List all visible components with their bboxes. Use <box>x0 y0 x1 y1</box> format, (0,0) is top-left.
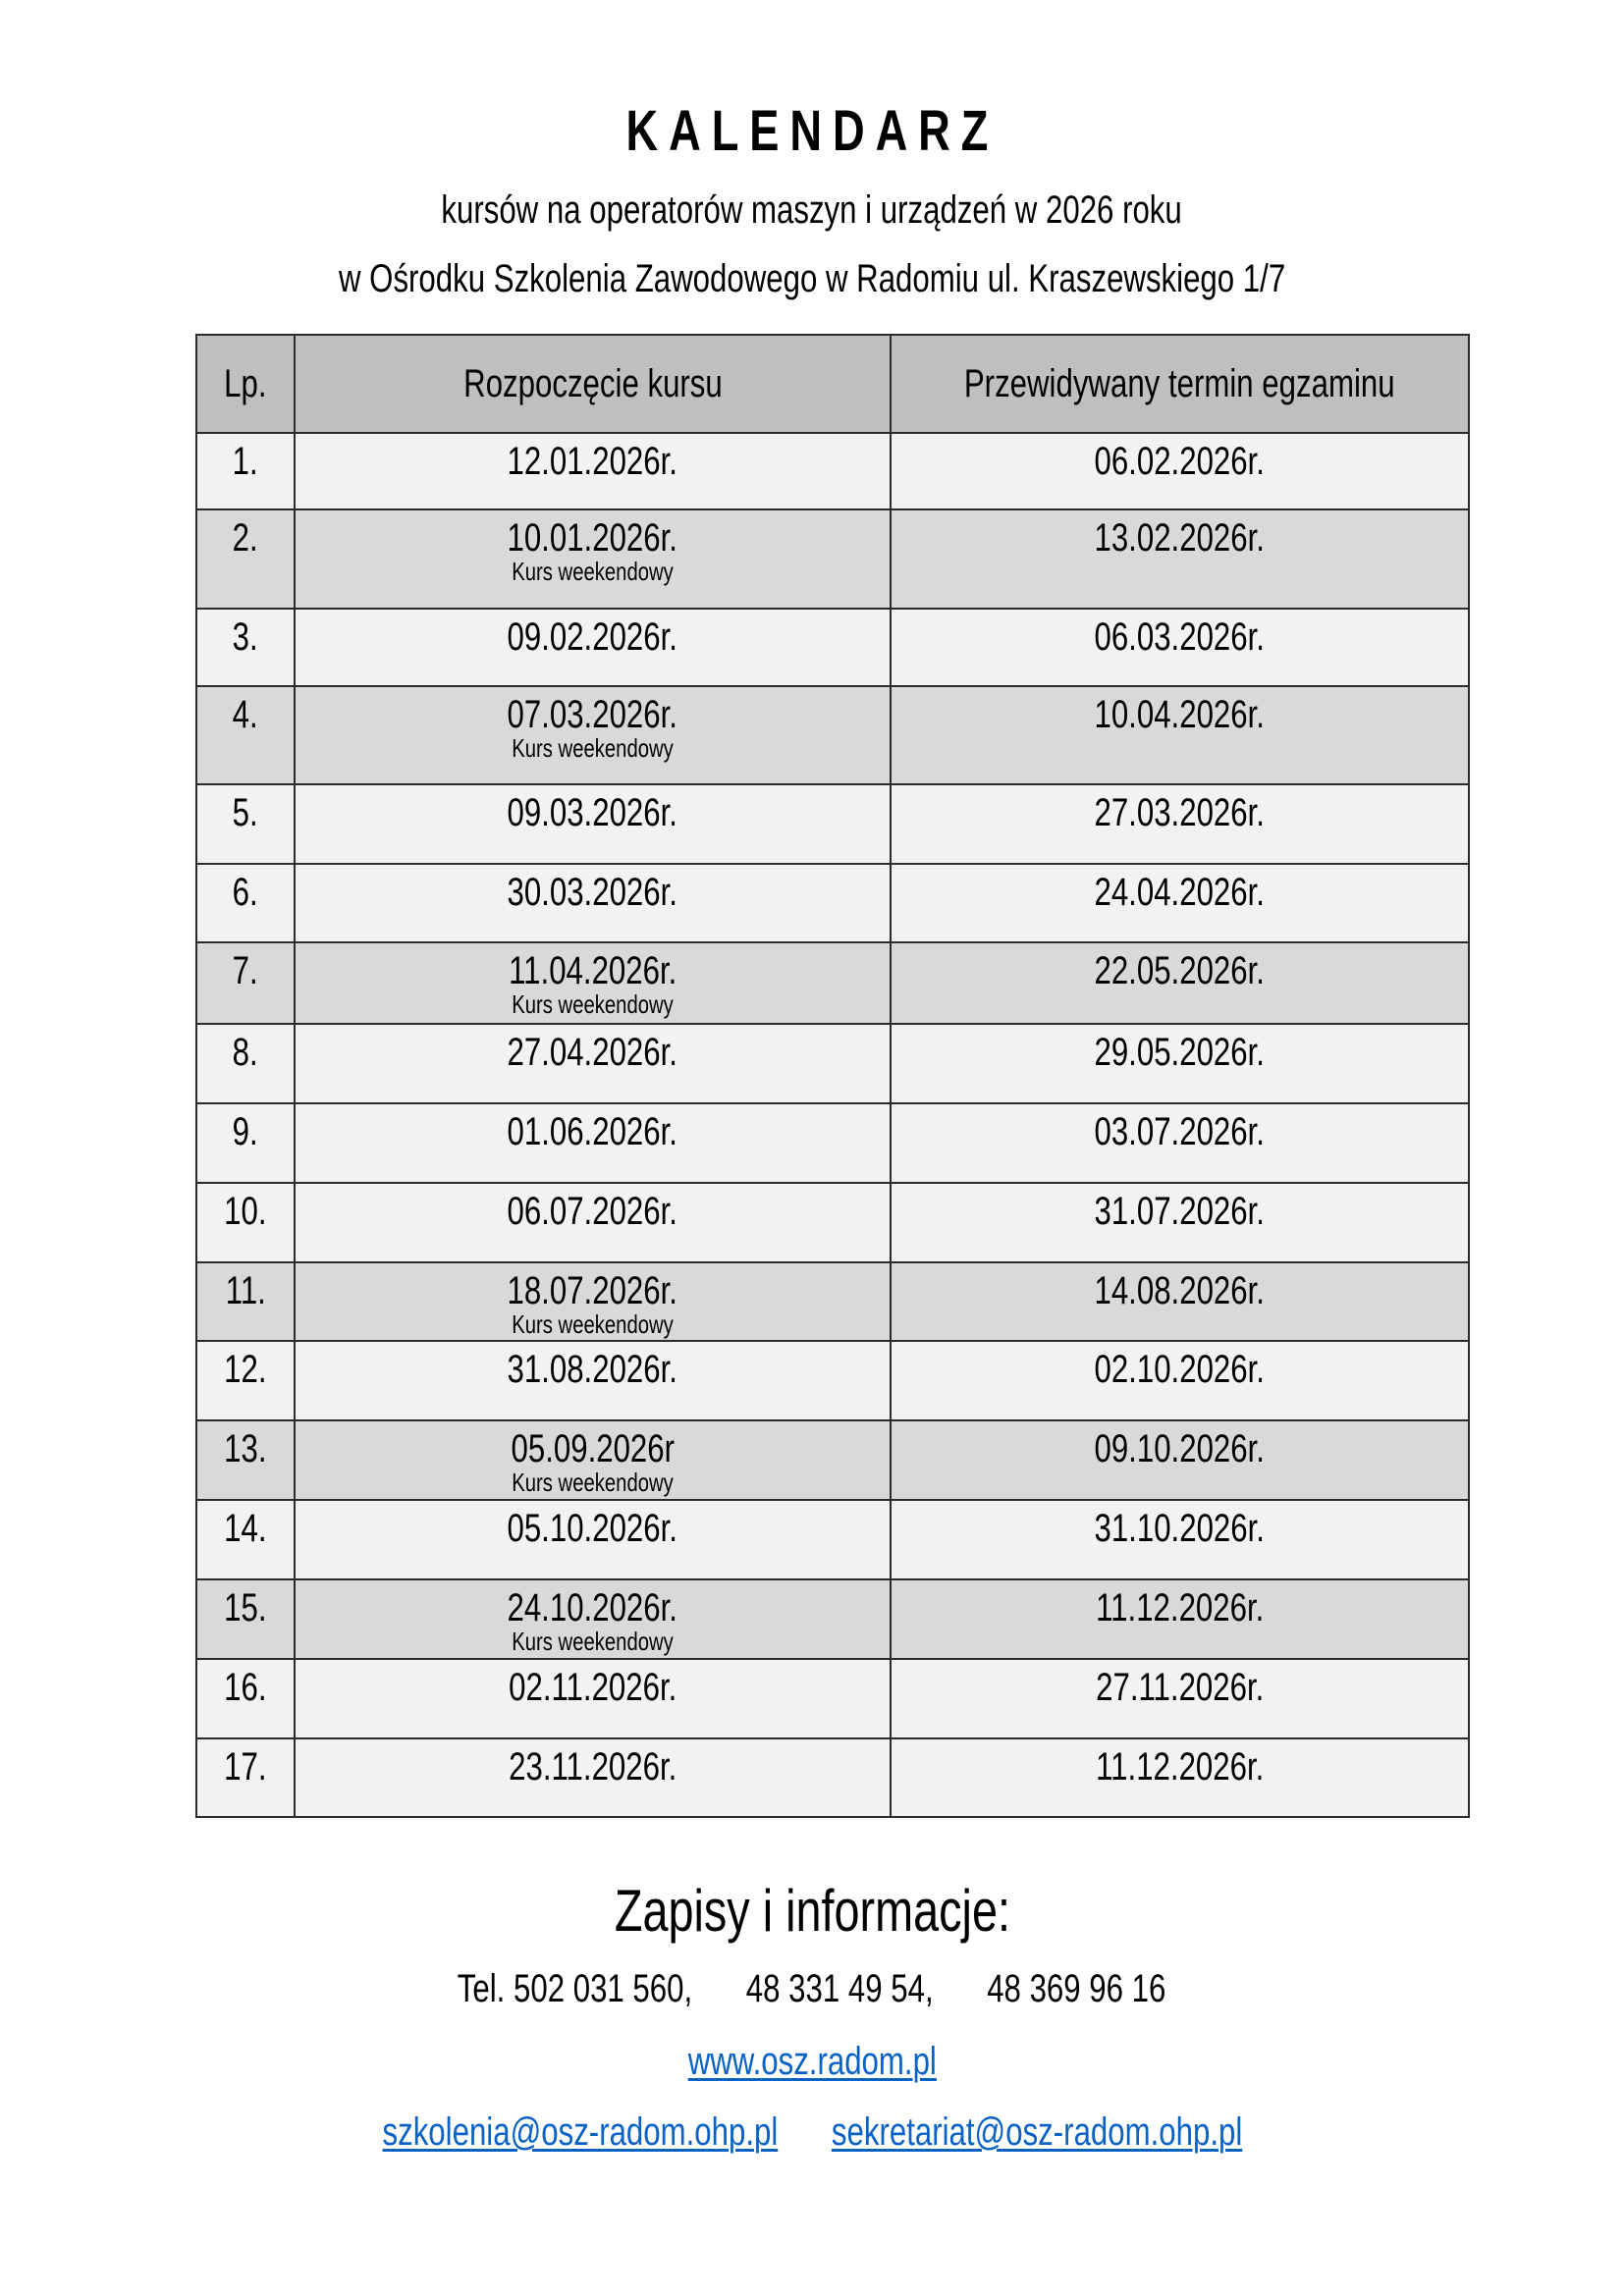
course-start-cell <box>295 609 891 686</box>
exam-date: 06.02.2026r. <box>1094 440 1266 483</box>
row-number: 17. <box>196 1738 295 1817</box>
course-start-cell <box>295 1024 891 1103</box>
exam-date-cell <box>891 1341 1469 1420</box>
email-link-sekretariat[interactable]: sekretariat@osz-radom.ohp.pl <box>831 2110 1242 2154</box>
row-number: 10. <box>196 1183 295 1262</box>
exam-date-cell <box>891 433 1469 509</box>
row-number: 9. <box>196 1103 295 1183</box>
table-row <box>196 864 1469 942</box>
course-start-cell <box>295 942 891 1024</box>
table-row <box>196 1024 1469 1103</box>
course-start-date: 01.06.2026r. <box>507 1110 678 1153</box>
exam-date-cell <box>891 609 1469 686</box>
exam-date: 31.07.2026r. <box>1094 1190 1266 1233</box>
exam-date-cell <box>891 1262 1469 1341</box>
course-start-cell <box>295 864 891 942</box>
course-start-date: 09.02.2026r. <box>507 615 678 659</box>
row-number: 4. <box>196 686 295 784</box>
column-header-start: Rozpoczęcie kursu <box>295 335 891 433</box>
course-start-cell <box>295 686 891 784</box>
website-line <box>0 2040 1624 2084</box>
row-number: 1. <box>196 433 295 509</box>
exam-date-cell <box>891 1420 1469 1500</box>
column-header-lp: Lp. <box>196 335 295 433</box>
course-note: Kurs weekendowy <box>512 1468 674 1497</box>
exam-date: 09.10.2026r. <box>1094 1427 1266 1470</box>
exam-date-cell <box>891 509 1469 609</box>
table-header-row <box>196 335 1469 433</box>
exam-date-cell <box>891 1103 1469 1183</box>
table-row <box>196 1341 1469 1420</box>
course-start-date: 23.11.2026r. <box>508 1745 677 1789</box>
course-start-date: 10.01.2026r. <box>507 516 678 560</box>
course-note: Kurs weekendowy <box>512 1627 674 1656</box>
row-number: 14. <box>196 1500 295 1579</box>
table-row <box>196 942 1469 1024</box>
table-row <box>196 784 1469 864</box>
course-note: Kurs weekendowy <box>512 1309 674 1339</box>
course-start-date: 02.11.2026r. <box>508 1666 677 1709</box>
course-start-date: 05.09.2026r <box>511 1427 675 1470</box>
document-title: KALENDARZ <box>625 99 999 163</box>
course-note: Kurs weekendowy <box>512 557 674 586</box>
row-number: 2. <box>196 509 295 609</box>
table-row <box>196 609 1469 686</box>
exam-date-cell <box>891 1500 1469 1579</box>
row-number: 6. <box>196 864 295 942</box>
exam-date: 11.12.2026r. <box>1095 1745 1265 1789</box>
table-row <box>196 509 1469 609</box>
subtitle-line-2: w Ośrodku Szkolenia Zawodowego w Radomiu ul. Kraszewskiego 1/7 <box>338 257 1286 300</box>
column-header-exam: Przewidywany termin egzaminu <box>891 335 1469 433</box>
exam-date: 31.10.2026r. <box>1094 1507 1266 1550</box>
course-start-cell <box>295 1103 891 1183</box>
course-start-date: 30.03.2026r. <box>507 871 678 914</box>
row-number: 12. <box>196 1341 295 1420</box>
exam-date: 24.04.2026r. <box>1094 871 1266 914</box>
exam-date-cell <box>891 1024 1469 1103</box>
table-row <box>196 1183 1469 1262</box>
course-start-cell <box>295 1738 891 1817</box>
course-start-cell <box>295 433 891 509</box>
table-row <box>196 1103 1469 1183</box>
course-start-cell <box>295 1420 891 1500</box>
exam-date-cell <box>891 1738 1469 1817</box>
exam-date: 10.04.2026r. <box>1094 693 1266 736</box>
exam-date: 29.05.2026r. <box>1094 1031 1266 1074</box>
table-row <box>196 1500 1469 1579</box>
phone-3[interactable]: 48 369 96 16 <box>987 1967 1166 2010</box>
table-row <box>196 1659 1469 1738</box>
course-start-date: 06.07.2026r. <box>507 1190 678 1233</box>
course-note: Kurs weekendowy <box>512 733 674 763</box>
exam-date-cell <box>891 1183 1469 1262</box>
table-row <box>196 433 1469 509</box>
phone-2[interactable]: 48 331 49 54, <box>746 1967 935 2010</box>
row-number: 16. <box>196 1659 295 1738</box>
exam-date: 03.07.2026r. <box>1094 1110 1266 1153</box>
course-start-cell <box>295 784 891 864</box>
exam-date-cell <box>891 784 1469 864</box>
table-row <box>196 1579 1469 1659</box>
course-start-date: 31.08.2026r. <box>507 1348 678 1391</box>
email-link-szkolenia[interactable]: szkolenia@osz-radom.ohp.pl <box>382 2110 778 2154</box>
course-start-cell <box>295 1262 891 1341</box>
subtitle-line-1: kursów na operatorów maszyn i urządzeń w 2026 roku <box>441 188 1183 232</box>
row-number: 8. <box>196 1024 295 1103</box>
course-note: Kurs weekendowy <box>512 989 674 1019</box>
table-row <box>196 1738 1469 1817</box>
table-row <box>196 1262 1469 1341</box>
course-start-date: 09.03.2026r. <box>507 791 678 834</box>
exam-date-cell <box>891 1659 1469 1738</box>
exam-date: 14.08.2026r. <box>1094 1269 1266 1312</box>
course-start-date: 18.07.2026r. <box>507 1269 678 1312</box>
email-line <box>0 2110 1624 2155</box>
course-start-cell <box>295 1341 891 1420</box>
exam-date: 27.11.2026r. <box>1095 1666 1265 1709</box>
row-number: 7. <box>196 942 295 1024</box>
website-link[interactable]: www.osz.radom.pl <box>687 2040 937 2083</box>
course-start-date: 24.10.2026r. <box>507 1586 678 1629</box>
course-start-date: 27.04.2026r. <box>507 1031 678 1074</box>
course-start-cell <box>295 509 891 609</box>
course-start-date: 07.03.2026r. <box>507 693 678 736</box>
course-start-cell <box>295 1183 891 1262</box>
course-start-cell <box>295 1500 891 1579</box>
table-body <box>196 433 1469 1817</box>
row-number: 13. <box>196 1420 295 1500</box>
exam-date-cell <box>891 686 1469 784</box>
exam-date: 11.12.2026r. <box>1095 1586 1265 1629</box>
exam-date-cell <box>891 864 1469 942</box>
course-start-date: 12.01.2026r. <box>507 440 678 483</box>
course-start-date: 05.10.2026r. <box>507 1507 678 1550</box>
course-start-cell <box>295 1579 891 1659</box>
exam-date: 13.02.2026r. <box>1094 516 1266 560</box>
course-start-date: 11.04.2026r. <box>508 949 677 992</box>
row-number: 15. <box>196 1579 295 1659</box>
phone-1[interactable]: Tel. 502 031 560, <box>458 1967 693 2010</box>
row-number: 3. <box>196 609 295 686</box>
exam-date: 06.03.2026r. <box>1094 615 1266 659</box>
exam-date: 22.05.2026r. <box>1094 949 1266 992</box>
exam-date-cell <box>891 942 1469 1024</box>
table-row <box>196 1420 1469 1500</box>
row-number: 5. <box>196 784 295 864</box>
table-row <box>196 686 1469 784</box>
exam-date: 27.03.2026r. <box>1094 791 1266 834</box>
exam-date: 02.10.2026r. <box>1094 1348 1266 1391</box>
phone-numbers <box>0 1967 1624 2011</box>
contact-heading: Zapisy i informacje: <box>614 1878 1010 1944</box>
row-number: 11. <box>196 1262 295 1341</box>
course-start-cell <box>295 1659 891 1738</box>
exam-date-cell <box>891 1579 1469 1659</box>
course-calendar-table <box>195 334 1470 1818</box>
